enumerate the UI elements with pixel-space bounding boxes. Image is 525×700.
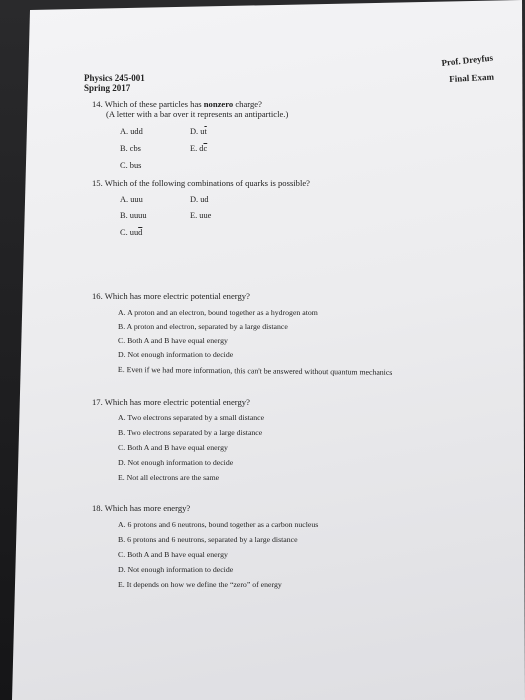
course-title: Physics 245-001 — [84, 73, 145, 83]
q16-option-d: D. Not enough information to decide — [118, 350, 234, 359]
q16-option-e: E. Even if we had more information, this can't be answered without quantum mechanics — [117, 365, 393, 377]
q16-option-a: A. A proton and an electron, bound together as a hydrogen atom — [118, 308, 318, 317]
q18-option-d: D. Not enough information to decide — [118, 565, 234, 574]
q15-option-d: D. ud — [190, 195, 209, 204]
q18-option-a: A. 6 protons and 6 neutrons, bound together as a carbon nucleus — [118, 520, 319, 529]
q15-option-a: A. uuu — [120, 195, 143, 204]
q17-option-a: A. Two electrons separated by a small distance — [118, 413, 265, 422]
q14-option-d: D. $u\overline{t}$ — [190, 127, 207, 136]
q18-option-c: C. Both A and B have equal energy — [118, 550, 228, 559]
q17-option-b: B. Two electrons separated by a large distance — [118, 428, 263, 437]
q14-option-b: B. cbs — [120, 144, 141, 153]
q16-option-b: B. A proton and electron, separated by a large distance — [118, 322, 288, 331]
q15-option-b: B. uuuu — [120, 211, 147, 220]
q16-option-c: C. Both A and B have equal energy — [118, 336, 228, 345]
q15-option-e: E. uue — [190, 211, 212, 220]
question-16-stem: 16. Which has more electric potential energy? — [92, 291, 250, 301]
q14-option-e: E. $d\overline{c}$ — [190, 144, 208, 153]
q17-option-c: C. Both A and B have equal energy — [118, 443, 228, 452]
professor-name: Prof. Dreyfus — [441, 52, 494, 68]
question-14-note: (A letter with a bar over it represents an antiparticle.) — [106, 109, 289, 119]
q15-option-c: C. $uu\overline{d}$ — [120, 228, 143, 237]
term: Spring 2017 — [84, 83, 131, 93]
question-14-stem: 14. Which of these particles has nonzero charge? — [92, 99, 262, 109]
q17-option-e: E. Not all electrons are the same — [118, 473, 220, 482]
q17-option-d: D. Not enough information to decide — [118, 458, 234, 467]
q14-option-c: C. bus — [120, 161, 142, 170]
q18-option-e: E. It depends on how we define the “zero” of energy — [118, 580, 282, 589]
q14-option-a: A. udd — [120, 127, 143, 136]
exam-title: Final Exam — [449, 71, 495, 84]
question-17-stem: 17. Which has more electric potential energy? — [92, 397, 250, 407]
q18-option-b: B. 6 protons and 6 neutrons, separated by a large distance — [118, 535, 298, 544]
question-18-stem: 18. Which has more energy? — [92, 503, 191, 513]
question-15-stem: 15. Which of the following combinations of quarks is possible? — [92, 178, 310, 188]
